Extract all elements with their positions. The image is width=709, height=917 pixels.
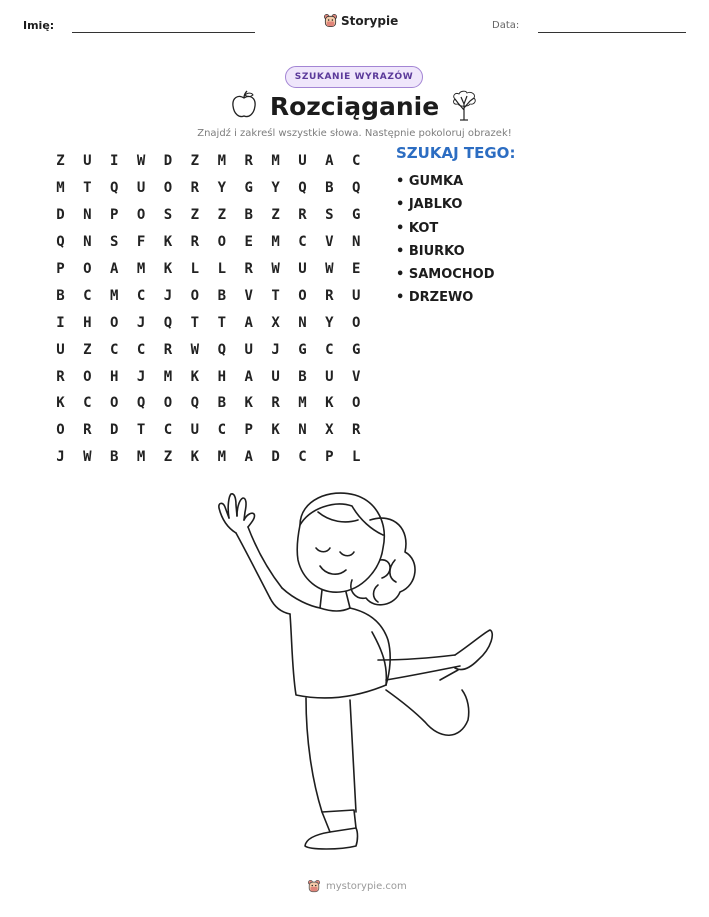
grid-cell[interactable]: E [352,261,361,277]
grid-cell[interactable]: Q [217,341,226,358]
grid-cell[interactable]: K [271,422,280,439]
grid-cell[interactable]: Q [136,395,146,412]
footer [307,879,407,893]
grid-cell[interactable]: U [298,261,307,277]
grid-cell[interactable]: U [271,368,280,385]
grid-cell[interactable]: R [352,422,361,439]
stretching-girl-illustration [200,480,500,860]
grid-cell[interactable]: B [217,287,226,304]
grid-cell[interactable]: R [244,153,253,170]
grid-cell[interactable]: K [190,368,200,385]
grid-cell[interactable]: T [190,314,200,331]
grid-cell[interactable]: U [244,341,253,358]
grid-cell[interactable]: M [217,449,226,466]
grid-cell[interactable]: D [271,449,280,466]
word-list-item: • DRZEWO [396,290,474,306]
grid-cell[interactable]: Z [163,449,173,466]
grid-cell[interactable]: H [83,314,92,331]
grid-cell[interactable]: O [110,314,119,331]
grid-cell[interactable]: Y [325,314,334,331]
grid-cell[interactable]: P [110,207,119,224]
grid-cell[interactable]: P [244,422,253,439]
grid-cell[interactable]: U [190,422,200,439]
grid-cell[interactable]: C [83,287,92,304]
grid-cell[interactable]: C [136,287,146,304]
grid-cell[interactable]: R [190,234,200,251]
grid-cell[interactable]: R [190,180,200,197]
name-line [72,32,255,33]
grid-cell[interactable]: N [352,234,361,251]
grid-cell[interactable]: D [110,422,119,439]
grid-cell[interactable]: A [325,153,334,170]
grid-cell[interactable]: D [56,207,65,224]
grid-cell[interactable]: O [83,368,92,385]
category-badge: SZUKANIE WYRAZÓW [285,66,423,88]
grid-cell[interactable]: M [271,153,280,170]
logo-text: Storypie [341,13,399,28]
grid-cell[interactable]: C [298,234,307,251]
grid-cell[interactable]: F [136,234,146,251]
bear-icon [323,13,338,28]
grid-cell[interactable]: M [56,180,65,197]
grid-cell[interactable]: N [83,207,92,224]
date-line [538,32,686,33]
grid-cell[interactable]: O [298,287,307,304]
grid-cell[interactable]: Q [298,180,307,197]
word-list-title: SZUKAJ TEGO: [396,144,516,162]
grid-cell[interactable]: J [136,314,146,331]
grid-cell[interactable]: Z [83,341,92,358]
grid-cell[interactable]: N [298,314,307,331]
grid-cell[interactable]: K [244,395,253,412]
grid-cell[interactable]: B [298,368,307,385]
grid-cell[interactable]: D [163,153,173,170]
grid-cell[interactable]: S [163,207,173,224]
grid-cell[interactable]: Q [190,395,200,412]
grid-cell[interactable]: O [190,287,200,304]
grid-cell[interactable]: P [325,449,334,466]
grid-cell[interactable]: M [136,449,146,466]
grid-cell[interactable]: H [110,368,119,385]
grid-cell[interactable]: U [83,153,92,170]
grid-cell[interactable]: T [136,422,146,439]
tree-icon [450,90,478,122]
grid-cell[interactable]: M [271,234,280,251]
grid-cell[interactable]: M [217,153,226,170]
grid-cell[interactable]: L [190,261,200,277]
grid-cell[interactable]: Y [271,180,280,197]
grid-cell[interactable]: R [83,422,92,439]
grid-cell[interactable]: A [244,314,253,331]
page-title: Rozciąganie [269,92,440,121]
grid-cell[interactable]: M [136,261,146,277]
grid-cell[interactable]: T [217,314,226,331]
grid-cell[interactable]: U [298,153,307,170]
grid-cell[interactable]: C [163,422,173,439]
grid-cell[interactable]: S [325,207,334,224]
grid-cell[interactable]: B [56,287,65,304]
grid-cell[interactable]: Q [163,314,173,331]
grid-cell[interactable]: C [217,422,226,439]
grid-cell[interactable]: B [244,207,253,224]
grid-cell[interactable]: R [325,287,334,304]
word-list-item: • BIURKO [396,243,465,259]
grid-cell[interactable]: Q [56,234,65,251]
grid-cell[interactable]: C [325,341,334,358]
grid-cell[interactable]: C [110,341,119,358]
word-list-item: • GUMKA [396,174,464,189]
grid-cell[interactable]: O [352,395,361,412]
grid-cell[interactable]: W [325,261,334,277]
grid-cell[interactable]: A [244,368,253,385]
grid-cell[interactable]: K [190,449,200,466]
grid-cell[interactable]: K [163,261,173,277]
grid-cell[interactable]: T [271,287,280,304]
grid-cell[interactable]: A [110,261,119,277]
grid-cell[interactable]: O [83,261,92,277]
word-list-item: • JABLKO [396,197,463,213]
word-search-grid[interactable] [47,148,370,471]
grid-cell[interactable]: P [56,261,65,277]
grid-cell[interactable]: H [217,368,226,385]
grid-cell[interactable]: V [244,287,253,304]
grid-cell[interactable]: L [217,261,226,277]
grid-cell[interactable]: G [244,180,253,197]
grid-cell[interactable]: L [352,449,361,466]
grid-cell[interactable]: G [352,207,361,224]
grid-cell[interactable]: Z [271,207,280,224]
grid-cell[interactable]: J [271,341,280,358]
word-list [396,170,495,310]
grid-cell[interactable]: C [298,449,307,466]
grid-cell[interactable]: Q [110,180,119,197]
grid-cell[interactable]: O [136,207,146,224]
grid-cell[interactable]: X [325,422,334,439]
grid-cell[interactable]: G [298,341,307,358]
grid-cell[interactable]: N [298,422,307,439]
word-list-item: • SAMOCHOD [396,267,495,283]
grid-cell[interactable]: V [352,368,361,385]
grid-cell[interactable]: O [56,422,65,439]
grid-cell[interactable]: C [136,341,146,358]
grid-cell[interactable]: O [163,395,173,412]
grid-cell[interactable]: N [83,234,92,251]
grid-cell[interactable]: W [271,261,280,277]
grid-cell[interactable]: K [325,395,334,412]
grid-cell[interactable]: W [190,341,200,358]
grid-cell[interactable]: X [271,314,280,331]
grid-cell[interactable]: U [352,287,361,304]
grid-cell[interactable]: B [217,395,226,412]
grid-cell[interactable]: U [56,341,65,358]
grid-cell[interactable]: M [163,368,173,385]
grid-cell[interactable]: I [56,314,65,331]
grid-cell[interactable]: Y [217,180,226,197]
grid-cell[interactable]: J [136,368,146,385]
grid-cell[interactable]: J [163,287,173,304]
grid-cell[interactable]: R [163,341,173,358]
grid-cell[interactable]: K [56,395,65,412]
grid-cell[interactable]: Z [56,153,65,170]
grid-cell[interactable]: B [325,180,334,197]
grid-cell[interactable]: A [244,449,253,466]
grid-cell[interactable]: Z [190,207,200,224]
logo [323,13,398,28]
grid-cell[interactable]: I [110,153,119,170]
grid-cell[interactable]: O [217,234,226,251]
grid-cell[interactable]: O [110,395,119,412]
grid-cell[interactable]: O [163,180,173,197]
grid-cell[interactable]: R [298,207,307,224]
grid-cell[interactable]: M [110,287,119,304]
grid-cell[interactable]: R [56,368,65,385]
grid-cell[interactable]: C [352,153,361,170]
grid-cell[interactable]: V [325,234,334,251]
date-label: Data: [492,20,520,31]
grid-cell[interactable]: R [271,395,280,412]
grid-cell[interactable]: J [56,449,65,466]
grid-cell[interactable]: U [325,368,334,385]
grid-cell[interactable]: U [136,180,146,197]
grid-cell[interactable]: Z [190,153,200,170]
name-label: Imię: [23,19,55,32]
instructions: Znajdź i zakreśl wszystkie słowa. Następnie pokoloruj obrazek! [197,128,512,139]
grid-cell[interactable]: O [352,314,361,331]
grid-cell[interactable]: R [244,261,253,277]
footer-url[interactable]: mystorypie.com [326,880,407,892]
grid-cell[interactable]: Z [217,207,226,224]
word-list-item: • KOT [396,220,439,236]
grid-cell[interactable]: T [83,180,92,197]
grid-cell[interactable]: S [110,234,119,251]
grid-cell[interactable]: W [83,449,92,466]
grid-cell[interactable]: C [83,395,92,412]
grid-cell[interactable]: M [298,395,307,412]
bear-icon [307,879,321,893]
grid-cell[interactable]: B [110,449,119,466]
grid-cell[interactable]: Q [352,180,361,197]
grid-cell[interactable]: W [136,153,146,170]
grid-cell[interactable]: K [163,234,173,251]
grid-cell[interactable]: G [352,341,361,358]
grid-cell[interactable]: E [244,234,253,251]
